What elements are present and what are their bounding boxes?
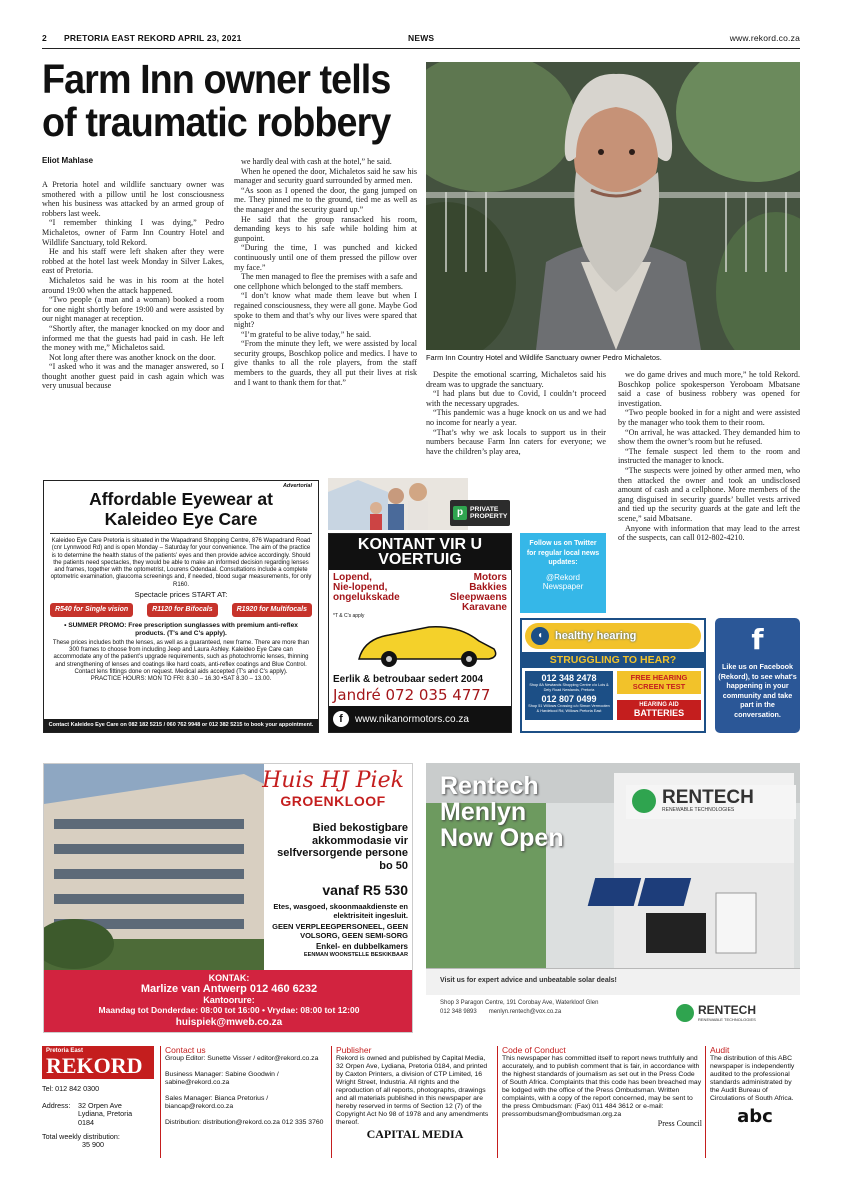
- nikanor-left-2: Nie-lopend,: [333, 582, 388, 593]
- rentech-strap: Visit us for expert advice and unbeatable solar deals!: [426, 969, 800, 995]
- piek-includes: Etes, wasgoed, skoonmaakdienste en elektrisiteit ingesluit.: [273, 902, 408, 920]
- code-of-conduct-section: [502, 1046, 702, 1129]
- address-label: Address:: [42, 1100, 71, 1110]
- rentech-logo-icon: [632, 789, 656, 813]
- article-column-2: [234, 157, 417, 387]
- car-icon: [329, 619, 511, 669]
- property-brand-2: PROPERTY: [470, 513, 508, 520]
- page-header: [42, 33, 800, 47]
- rekord-info: [42, 1046, 154, 1150]
- article-paragraph: Anyone with information that may lead to the arrest of the suspects, can call 012-802-4210.: [618, 523, 800, 543]
- contact-us-section: [165, 1046, 327, 1127]
- nikanor-footer: [329, 706, 511, 732]
- nikanor-vehicle-list: [329, 570, 511, 613]
- article-paragraph: “The female suspect led them to the room and instructed the manager to knock.: [618, 446, 800, 466]
- article-paragraph: “From the minute they left, we were assisted by local security groups, Boschkop police and medics. I have to give thanks to all the role players, from the staff members to the guards, they all put their lives at risk and I want to thank them for that.”: [234, 339, 417, 387]
- spectacle-prices-label: Spectacle prices START AT:: [134, 590, 228, 600]
- article-paragraph: The men managed to flee the premises with a safe and one cellphone which belonged to the staff members.: [234, 272, 417, 291]
- article-headline: Farm Inn owner tells of traumatic robbery: [42, 56, 391, 145]
- contact-heading: Contact us: [165, 1045, 206, 1055]
- section-label: NEWS: [408, 33, 435, 43]
- audit-text: The distribution of this ABC newspaper is independently audited to the professional standards administrated by the Audit Bureau of Circulations of South Africa.: [710, 1055, 795, 1103]
- article-photo: [426, 62, 800, 350]
- nikanor-right-2: Bakkies: [469, 582, 507, 593]
- hearing-brand: healthy hearing: [555, 630, 637, 642]
- article-column-1: [42, 180, 224, 391]
- article-paragraph: “Two people (a man and a woman) booked a room for one night shortly before 19:00 and were assisted by our night manager at reception.: [42, 295, 224, 324]
- rentech-footer-logo-icon: [676, 1004, 694, 1022]
- eyewear-contact[interactable]: Contact Kaleideo Eye Care on 082 182 5215 / 060 762 9948 or 012 382 5215 to book your appointment.: [44, 719, 318, 732]
- private-property-advertisement[interactable]: [328, 478, 512, 530]
- article-paragraph: Michaletos said he was in his room at the hotel around 19:00 when the attack happened.: [42, 275, 224, 295]
- hearing-address-1: Shop 8A Newlands Shopping Centre c/o Lois & Dely Road Newlands, Pretoria: [529, 683, 609, 692]
- batteries: BATTERIES: [633, 708, 685, 718]
- piek-contact-label: KONTAK:: [208, 973, 250, 983]
- distribution-count: 35 900: [82, 1140, 104, 1150]
- building-photo: [44, 764, 264, 974]
- rentech-address: Shop 3 Paragon Centre, 191 Corobay Ave, Waterkloof Glen: [440, 1000, 599, 1006]
- practice-hours: PRACTICE HOURS: MON TO FRI: 8.30 – 16.30 •SAT 8.30 – 13.00.: [90, 676, 272, 683]
- article-paragraph: Not long after there was another knock on the door.: [49, 352, 216, 362]
- rentech-sign: [626, 785, 796, 819]
- article-paragraph: “As soon as I opened the door, the gang jumped on me. They pinned me to the ground, tied me as well as the manager and the security guard up.”: [234, 185, 417, 214]
- hearing-brand-bar: [525, 623, 701, 649]
- article-paragraph: “I asked who it was and the manager answered, so I thought another guest paid in cash again which was very unusual because: [42, 362, 224, 391]
- twitter-follow-box[interactable]: [520, 533, 606, 613]
- paper-date: PRETORIA EAST REKORD APRIL 23, 2021: [64, 33, 242, 43]
- rentech-email[interactable]: menlyn.rentech@vox.co.za: [488, 1009, 562, 1015]
- page-footer: [42, 1046, 800, 1158]
- rentech-footer-logo: [676, 1003, 756, 1022]
- article-paragraph: we hardly deal with cash at the hotel,” he said.: [241, 157, 392, 166]
- piek-email[interactable]: huispiek@mweb.co.za: [175, 1017, 283, 1028]
- article-paragraph: “During the time, I was punched and kicked continuously until one of them pressed the pillow over my face.”: [234, 243, 417, 272]
- rentech-headline-1: Rentech: [440, 772, 539, 800]
- facebook-text: Like us on Facebook (Rekord), to see what's happening in your community and take part in the conversation.: [718, 662, 797, 719]
- article-paragraph: Despite the emotional scarring, Michaletos said his dream was to upgrade the sanctuary.: [426, 370, 606, 389]
- nikanor-website[interactable]: www.nikanormotors.co.za: [355, 713, 469, 725]
- hearing-phone-2[interactable]: 012 807 0499: [541, 694, 597, 705]
- healthy-hearing-advertisement: [520, 618, 706, 733]
- press-council-logo: Press Council: [657, 1119, 702, 1129]
- piek-hours-label: Kantoorure:: [203, 995, 255, 1005]
- facebook-follow-box[interactable]: [715, 618, 800, 733]
- rekord-logo-small: Pretoria East: [46, 1048, 84, 1054]
- article-paragraph: “The suspects were joined by other armed men, who then attacked the owner and took an undisclosed amount of cash and a cellphone. More members of the gang disguised in security guards’ bullet vests arrived and tied up the security guards at the gate and left the scene,” said Mbatsane.: [618, 465, 800, 523]
- article-paragraph: “I’m grateful to be alive today,” he said.: [241, 329, 372, 339]
- article-paragraph: “Two people booked in for a night and were assisted by the manager who took them to their room.: [618, 408, 800, 427]
- piek-offer: Bied bekostigbare akkommodasie vir selfversorgende persone bo 50: [277, 822, 408, 872]
- price-multifocals: R1920 for Multifocals: [232, 603, 312, 616]
- rekord-logo: REKORD: [46, 1053, 143, 1079]
- article-paragraph: we do game drives and much more,” he told Rekord. Boschkop police spokesperson Yeroboam Mbatsane said a case of business robbery was opened for investigation.: [618, 370, 800, 408]
- article-paragraph: “I don’t know what made them leave but when I regained consciousness, they were all gone. Maybe God spoke to them and that’s why our lives were spared that night?: [234, 291, 417, 330]
- nikanor-since: Eerlik & betroubaar sedert 2004: [333, 674, 484, 685]
- rentech-footer-sub: RENEWABLE TECHNOLOGIES: [698, 1017, 756, 1022]
- property-brand-1: PRIVATE: [470, 505, 499, 513]
- article-paragraph: “This pandemic was a huge knock on us and we had no income for nearly a year.: [426, 408, 606, 427]
- rekord-tel[interactable]: Tel: 012 842 0300: [42, 1084, 100, 1094]
- article-paragraph: He and his staff were left shaken after they were robbed at the hotel last week Monday in Silver Lakes, east of Pretoria.: [42, 247, 224, 276]
- nikanor-headline: KONTANT VIR U VOERTUIG: [329, 534, 511, 570]
- eyewear-advertisement: [43, 480, 319, 733]
- hearing-address-2: Shop 51 Willows Crossing c/o Simon Vermooten & Hardekool Rd, Willows Pretoria East: [528, 704, 610, 713]
- header-rule: [42, 48, 800, 49]
- eyewear-body: Kaleideo Eye Care Pretoria is situated in the Wapadrand Shopping Centre, 876 Wapadrand Road (cnr Lynnwood Rd) and is open Monday – Saturday for your convenience. The aim of the practice is to determine the health status of the patients’ eyes and then provide advice accordingly. Should the patients need spectacles, they would be able to make an informed decision regarding lenses and frames, together with the optometrist, Lourens Odendaal. Consultations include a complete optometric examination, glaucoma screenings and, if needed, blood sugar measurements, for only R160.: [50, 538, 312, 588]
- rentech-phone[interactable]: 012 348 9893: [440, 1009, 477, 1015]
- piek-place: GROENKLOOF: [280, 793, 386, 809]
- publisher-section: [336, 1045, 494, 1142]
- audit-section: [710, 1045, 800, 1128]
- rentech-sign-sub: RENEWABLE TECHNOLOGIES: [662, 807, 735, 813]
- eyewear-title-line1: Affordable Eyewear at: [89, 489, 273, 509]
- capital-media-logo: CAPITAL MEDIA: [366, 1127, 464, 1142]
- twitter-text: Follow us on Twitter for regular local news updates:: [526, 540, 600, 566]
- ear-icon: ◖: [531, 627, 549, 645]
- piek-hours: Maandag tot Donderdae: 08:00 tot 16:00 • Vrydae: 08:00 tot 12:00: [98, 1005, 360, 1015]
- contact-details: Group Editor: Sunette Visser / editor@rekord.co.za Business Manager: Sabine Goodwin / sabine@rekord.co.za Sales Manager: Bianca Pretorius / biancap@rekord.co.za Distribution: distribution@rekord.co.za 012 335 3760: [165, 1055, 324, 1127]
- eyewear-body-2: These prices includes both the lenses, as well as a guaranteed, new frame. There are more than 300 frames to choose from including Jeep and Laura Ashley. Kaleideo Eye Care can accommodate any of the patient’s upgrade requirements, such as photochromic lenses, thinning and strengthening of lenses and coatings like hard coats, anti-reflex coatings and Blue Control. Contact lens fittings done on request. Medical aids accepted (T's and C's apply).: [52, 639, 310, 675]
- audit-heading: Audit: [710, 1045, 730, 1055]
- rentech-sign-brand: RENTECH: [662, 787, 754, 808]
- eyewear-title-line2: Kaleideo Eye Care: [104, 509, 258, 529]
- piek-staff: GEEN VERPLEEGPERSONEEL, GEEN VOLSORG, GEEN SEMI-SORG: [272, 922, 408, 940]
- article-paragraph: He said that the group ransacked his room, demanding keys to his safe while holding him at gunpoint.: [234, 214, 417, 243]
- article-paragraph: “On arrival, he was attacked. They demanded him to show them the owner’s room but he refused.: [618, 427, 800, 447]
- price-row: [50, 603, 312, 616]
- rentech-headline-2: Menlyn: [440, 798, 527, 826]
- piek-price: vanaf R5 530: [322, 882, 408, 898]
- facebook-icon: f: [333, 711, 349, 727]
- nikanor-left-3: ongelukskade: [333, 592, 400, 603]
- nikanor-right-4: Karavane: [461, 602, 507, 613]
- nikanor-left-1: Lopend,: [333, 572, 372, 583]
- summer-promo: • SUMMER PROMO: Free prescription sunglasses with premium anti-reflex products. (T's and C's apply).: [64, 621, 298, 637]
- piek-rooms-2: EENMAN WOONSTELLE BESKIKBAAR: [303, 952, 408, 958]
- page-number: 2: [42, 33, 47, 43]
- code-text: This newspaper has committed itself to report news truthfully and accurately, and to publish comment that is fair, in accordance with the highest standards of journalism as set out in the Press Code of South Africa. Complaints that this code has been breached may be lodged with the office of the Press Ombudsman. Written complaints, with a copy of the report concerned, may be sent to the press Ombudsman: (Fax) 011 484 3612 or e-mail: pressombudsman@ombudsman.org.za: [502, 1055, 702, 1119]
- price-single-vision: R540 for Single vision: [50, 603, 133, 616]
- rentech-headline-3: Now Open: [440, 824, 564, 852]
- divider: [50, 533, 312, 534]
- article-paragraph: “I remember thinking I was dying,” Pedro Michaletos, owner of Farm Inn Country Hotel and Wildlife Sanctuary, told Rekord.: [42, 218, 224, 247]
- nikanor-right-1: Motors: [473, 572, 507, 583]
- price-bifocals: R1120 for Bifocals: [147, 603, 218, 616]
- rentech-footer-brand: RENTECH: [698, 1003, 757, 1017]
- rentech-advertisement: [426, 763, 800, 1033]
- website-link[interactable]: www.rekord.co.za: [729, 33, 800, 43]
- abc-logo: abc: [737, 1106, 773, 1128]
- huis-piek-advertisement: [43, 763, 413, 1033]
- portrait-photo-illustration: [426, 62, 800, 350]
- article-column-3: [426, 370, 606, 456]
- article-paragraph: A Pretoria hotel and wildlife sanctuary owner was smothered with a pillow until he lost consciousness when his business was attacked by an armed group of robbers last week.: [42, 180, 224, 218]
- publisher-heading: Publisher: [336, 1045, 372, 1055]
- byline: Eliot Mahlase: [42, 156, 94, 165]
- nikanor-motors-advertisement: [328, 533, 512, 733]
- piek-contact[interactable]: Marlize van Antwerp 012 460 6232: [140, 983, 318, 995]
- free-hearing-test: FREE HEARING SCREEN TEST: [617, 671, 701, 694]
- nikanor-terms: *T & C's apply: [333, 613, 365, 619]
- hearing-phone-1[interactable]: 012 348 2478: [541, 673, 597, 683]
- nikanor-right-3: Sleepwaens: [449, 592, 507, 603]
- article-paragraph: “I had plans but due to Covid, I couldn’t proceed with the necessary upgrades.: [426, 389, 606, 408]
- distribution-label: Total weekly distribution:: [42, 1132, 120, 1142]
- property-logo-icon: p: [453, 506, 467, 520]
- advertorial-label: Advertorial: [282, 483, 312, 489]
- code-heading: Code of Conduct: [502, 1045, 566, 1055]
- piek-name: Huis HJ Piek: [262, 768, 404, 793]
- twitter-handle-1: @Rekord: [546, 572, 580, 582]
- article-paragraph: “Shortly after, the manager knocked on my door and informed me that the guests had paid in cash. He left the money with me,” Michaletos said.: [42, 323, 224, 353]
- twitter-handle-2: Newspaper: [542, 582, 584, 591]
- batteries-label: HEARING AID: [639, 702, 679, 708]
- piek-contact-bar: [44, 970, 413, 1033]
- article-column-4: [618, 370, 800, 543]
- article-paragraph: “That’s why we ask locals to support us in their numbers because Farm Inn caters for everyone; we have the children’s play area,: [426, 427, 606, 456]
- publisher-text: Rekord is owned and published by Capital Media, 32 Orpen Ave, Lydiana, Pretoria 0184, and printed by Caxton Printers, a division of CTP Limited, 16 Wright Street, Industria. All rights and the reproduction of all reports, photographs, drawings and all materials published in this newspaper are hereby reserved in terms of Section 12 (7) of the Copyright Act No 98 of 1978 and any amendments thereof.: [336, 1055, 489, 1127]
- nikanor-phone[interactable]: Jandré 072 035 4777: [333, 686, 491, 704]
- facebook-icon: f: [751, 623, 764, 656]
- address: 32 Orpen Ave Lydiana, Pretoria 0184: [78, 1100, 133, 1127]
- piek-rooms: Enkel- en dubbelkamers: [315, 942, 408, 951]
- private-property-logo: [450, 500, 510, 526]
- photo-caption: Farm Inn Country Hotel and Wildlife Sanctuary owner Pedro Michaletos.: [426, 353, 662, 362]
- article-paragraph: When he opened the door, Michaletos said he saw his manager and security guard surrounded by armed men.: [234, 166, 417, 186]
- hearing-tagline: STRUGGLING TO HEAR?: [522, 652, 704, 668]
